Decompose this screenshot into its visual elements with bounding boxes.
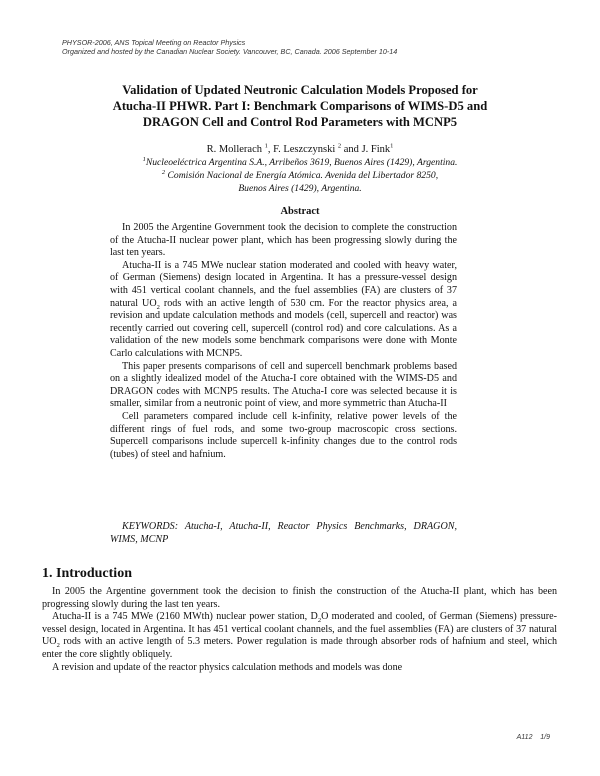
- header-meeting: PHYSOR-2006, ANS Topical Meeting on Reactor Physics: [62, 38, 246, 47]
- running-header: [62, 38, 542, 56]
- footer-page-number: 1/9: [540, 734, 550, 741]
- author-list: [80, 143, 520, 156]
- author-and: and: [341, 144, 362, 155]
- abstract-paragraph-2: [110, 260, 457, 361]
- body-paragraph-3: A revision and update of the reactor physics calculation methods and models was done: [52, 661, 403, 673]
- affiliation-1-mark: 1: [142, 155, 146, 163]
- page-footer: [470, 734, 550, 741]
- abstract-paragraph-1: In 2005 the Argentine Government took the decision to complete the construction of the Atucha-II nuclear power plant, which has been progressing slowly during the last ten years.: [110, 222, 457, 259]
- affiliation-1: [80, 156, 520, 169]
- body-p2-subscript-2: 2: [56, 642, 60, 650]
- body-p2-subscript-1: 2: [317, 617, 322, 625]
- body-p2-text-a: Atucha-II is a 745 MWe (2160 MWth) nuclear power station, D: [52, 611, 318, 623]
- introduction-body: [42, 586, 557, 674]
- author-2-affil: 2: [337, 142, 342, 150]
- author-1-affil: 1: [264, 142, 268, 150]
- affiliations: [80, 156, 520, 195]
- title-line-2: Atucha-II PHWR. Part I: Benchmark Comparisons of WIMS-D5 and: [112, 99, 488, 113]
- abstract-body: [110, 222, 457, 461]
- affiliation-2-text-b: Buenos Aires (1429), Argentina.: [238, 183, 362, 194]
- abstract-p2-text-a: Atucha-II is a 745 MWe nuclear station moderated and cooled with heavy water, of German (Siemens) design located in Argentina. It has a pressure-vessel design with 451 vertical coolant channels, and the fuel assemblies (FA) are clusters of 37 natural UO: [110, 259, 457, 309]
- affiliation-1-text: Nucleoeléctrica Argentina S.A., Arribeños 3619, Buenos Aires (1429), Argentina.: [145, 157, 458, 168]
- title-line-1: Validation of Updated Neutronic Calculation Models Proposed for: [122, 83, 478, 97]
- body-paragraph-2: [42, 611, 557, 661]
- header-host: Organized and hosted by the Canadian Nuclear Society. Vancouver, BC, Canada. 2006 September 10-14: [62, 47, 398, 56]
- author-separator: ,: [267, 144, 274, 155]
- footer-code: A112: [516, 734, 533, 741]
- paper-title: [80, 82, 520, 130]
- body-p2-text-c: rods with an active length of 5.3 meters. Power regulation is made through absorber rods of hafnium and steel, which enter the core slightly obliquely.: [42, 636, 557, 660]
- abstract-heading: Abstract: [280, 206, 320, 217]
- affiliation-2-mark: 2: [161, 168, 166, 176]
- abstract-p2-text-b: rods with an active length of 530 cm. For the reactor physics area, a revision and update calculation methods and models (cell, supercell and reactor) was recently carried out covering cell, supercell (control rod) and core calculations. As a validation of the new models some benchmark comparisons were done with Monte Carlo calculations with MCNP5.: [110, 297, 457, 359]
- abstract-paragraph-4: Cell parameters compared include cell k-infinity, relative power levels of the different rings of fuel rods, and some two-group macroscopic cross sections. Supercell comparisons include supercell k-infinity changes due to the control rods (tubes) of steel and hafnium.: [110, 410, 457, 460]
- affiliation-2-text-a: Comisión Nacional de Energía Atómica. Avenida del Libertador 8250,: [167, 170, 439, 181]
- author-3-affil: 1: [390, 142, 394, 150]
- affiliation-2: [80, 169, 520, 182]
- abstract-p2-subscript: 2: [156, 303, 160, 311]
- body-paragraph-1: In 2005 the Argentine government took the decision to finish the construction of the Atucha-II plant, which has been progressing slowly during the last ten years.: [42, 586, 557, 610]
- author-3: J. Fink: [361, 144, 391, 155]
- author-1: R. Mollerach: [206, 144, 262, 155]
- author-2: F. Leszczynski: [273, 144, 336, 155]
- keywords: KEYWORDS: Atucha-I, Atucha-II, Reactor Physics Benchmarks, DRAGON, WIMS, MCNP: [110, 521, 457, 545]
- body-p2-text-b: O moderated and cooled, of German (Siemens) pressure-vessel design, located in Argentina. It has 451 vertical coolant channels, and the fuel assemblies (FA) are clusters of 37 natural UO: [42, 611, 557, 648]
- section-heading-introduction: 1. Introduction: [42, 566, 132, 581]
- abstract-paragraph-3: This paper presents comparisons of cell and supercell benchmark problems based on a slightly idealized model of the Atucha-I core obtained with the WIMS-D5 and DRAGON codes with MCNP5 results. The Atucha-I core was selected because it is smaller, similar from a neutronic point of view, and more symmetric than Atucha-II: [110, 360, 457, 410]
- title-line-3: DRAGON Cell and Control Rod Parameters with MCNP5: [142, 115, 458, 129]
